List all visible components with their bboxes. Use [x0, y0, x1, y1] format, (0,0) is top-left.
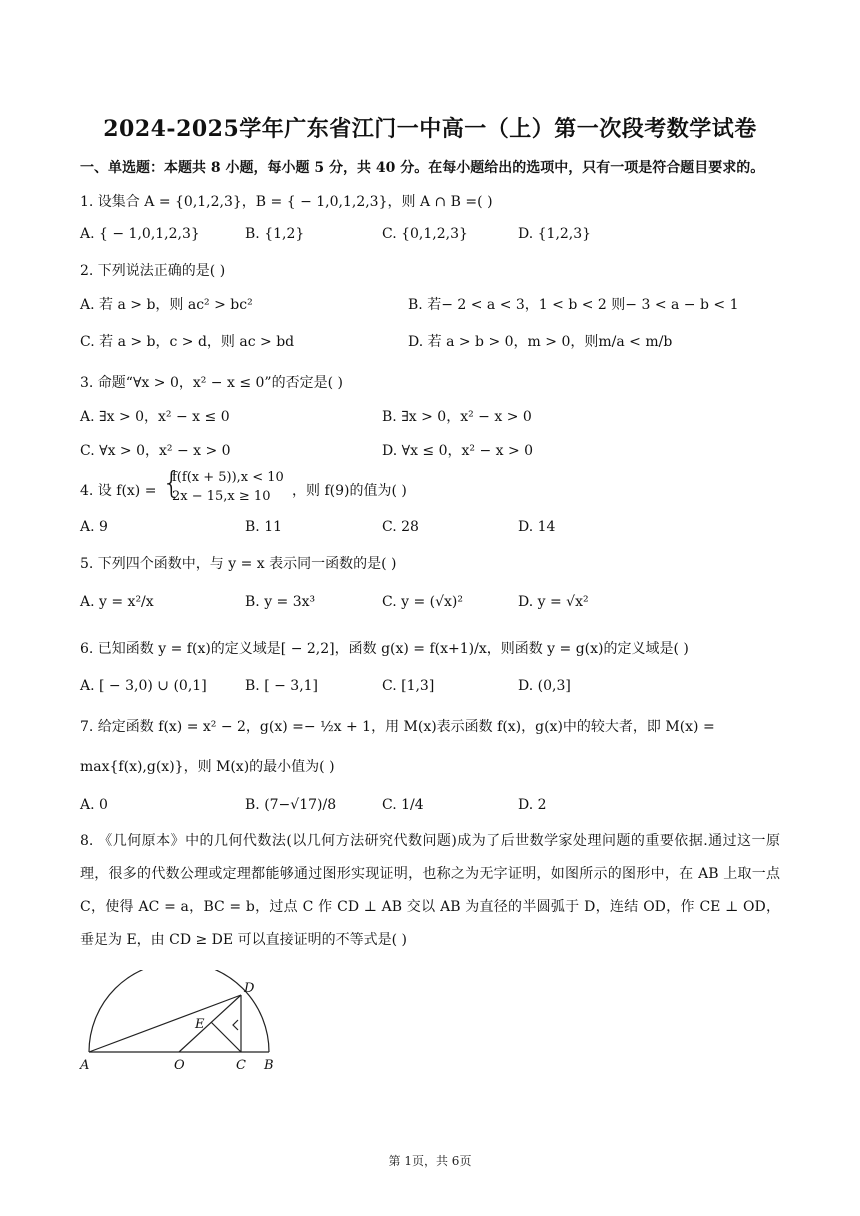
label-e: E [195, 1017, 205, 1032]
q7-option-a: A. 0 [80, 797, 108, 813]
label-d: D [244, 981, 255, 996]
page-footer: 第 1页，共 6页 [388, 1154, 472, 1168]
q1-option-b: B. {1,2} [245, 226, 305, 242]
q6-option-c: C. [1,3] [382, 678, 435, 694]
q5-option-c: C. y = (√x)² [382, 594, 464, 610]
q2-option-b: B. 若− 2 < a < 3，1 < b < 2 则− 3 < a − b < 1 [408, 297, 739, 313]
question-4-suffix: ，则 f(9)的值为( ) [292, 483, 407, 499]
label-b: B [264, 1058, 274, 1073]
q4-case-1: f(f(x + 5)),x < 10 [172, 470, 284, 485]
section-heading: 一、单选题：本题共 8 小题，每小题 5 分，共 40 分。在每小题给出的选项中，只有一项是符合题目要求的。 [80, 160, 765, 176]
question-1-stem: 1. 设集合 A = {0,1,2,3}，B = { − 1,0,1,2,3}，则 A ∩ B =( ) [80, 194, 493, 210]
piecewise-brace: { [162, 466, 182, 501]
segment-ad [89, 995, 241, 1052]
q4-option-d: D. 14 [518, 519, 556, 535]
q3-option-c: C. ∀x > 0，x² − x > 0 [80, 443, 231, 459]
question-4-prefix: 4. 设 f(x) = [80, 483, 157, 499]
q6-option-a: A. [ − 3,0) ∪ (0,1] [80, 678, 207, 694]
question-7-line-2: max{f(x),g(x)}，则 M(x)的最小值为( ) [80, 759, 335, 775]
q3-option-a: A. ∃x > 0，x² − x ≤ 0 [80, 409, 230, 425]
q4-option-a: A. 9 [80, 519, 108, 535]
q1-option-d: D. {1,2,3} [518, 226, 592, 242]
semicircle-arc [89, 970, 269, 1052]
q2-option-a: A. 若 a > b，则 ac² > bc² [80, 297, 253, 313]
right-angle-mark [233, 1020, 238, 1030]
q1-option-c: C. {0,1,2,3} [382, 226, 468, 242]
question-2-stem: 2. 下列说法正确的是( ) [80, 263, 226, 279]
q7-option-c: C. 1/4 [382, 797, 424, 813]
question-3-stem: 3. 命题“∀x > 0，x² − x ≤ 0”的否定是( ) [80, 375, 343, 391]
q3-option-b: B. ∃x > 0，x² − x > 0 [382, 409, 532, 425]
semicircle-figure [78, 970, 288, 1080]
page-title: 2024-2025学年广东省江门一中高一（上）第一次段考数学试卷 [103, 116, 757, 142]
label-a: A [80, 1058, 90, 1073]
label-c: C [236, 1058, 246, 1073]
q2-option-d: D. 若 a > b > 0，m > 0，则m/a < m/b [408, 334, 673, 350]
label-o: O [174, 1058, 185, 1073]
question-6-stem: 6. 已知函数 y = f(x)的定义域是[ − 2,2]，函数 g(x) = f(x+1)/x，则函数 y = g(x)的定义域是( ) [80, 641, 689, 657]
q5-option-a: A. y = x²/x [80, 594, 154, 610]
question-7-line-1: 7. 给定函数 f(x) = x² − 2，g(x) =− ½x + 1，用 M(x)表示函数 f(x)，g(x)中的较大者，即 M(x) = [80, 719, 715, 735]
q3-option-d: D. ∀x ≤ 0，x² − x > 0 [382, 443, 534, 459]
segment-ce [211, 1022, 241, 1052]
q1-option-a: A. { − 1,0,1,2,3} [80, 226, 200, 242]
q6-option-d: D. (0,3] [518, 678, 571, 694]
q5-option-b: B. y = 3x³ [245, 594, 316, 610]
q4-option-c: C. 28 [382, 519, 419, 535]
q2-option-c: C. 若 a > b，c > d，则 ac > bd [80, 334, 295, 350]
question-5-stem: 5. 下列四个函数中，与 y = x 表示同一函数的是( ) [80, 556, 397, 572]
q6-option-b: B. [ − 3,1] [245, 678, 319, 694]
q4-option-b: B. 11 [245, 519, 283, 535]
question-8-text: 8. 《几何原本》中的几何代数法(以几何方法研究代数问题)成为了后世数学家处理问题的重要依据.通过这一原理，很多的代数公理或定理都能够通过图形实现证明，也称之为无字证明，如图所示的图形中，在 AB 上取一点 C，使得 AC = a，BC = b，过点 C 作 CD ⊥ AB 交以 AB 为直径的半圆弧于 D，连结 OD，作 CE ⊥ OD，垂足为 E，由 CD ≥ DE 可以直接证明的不等式是( ) [80, 833, 780, 948]
q5-option-d: D. y = √x² [518, 594, 589, 610]
q4-case-2: 2x − 15,x ≥ 10 [172, 489, 271, 504]
q7-option-d: D. 2 [518, 797, 547, 813]
q7-option-b: B. (7−√17)/8 [245, 797, 337, 813]
